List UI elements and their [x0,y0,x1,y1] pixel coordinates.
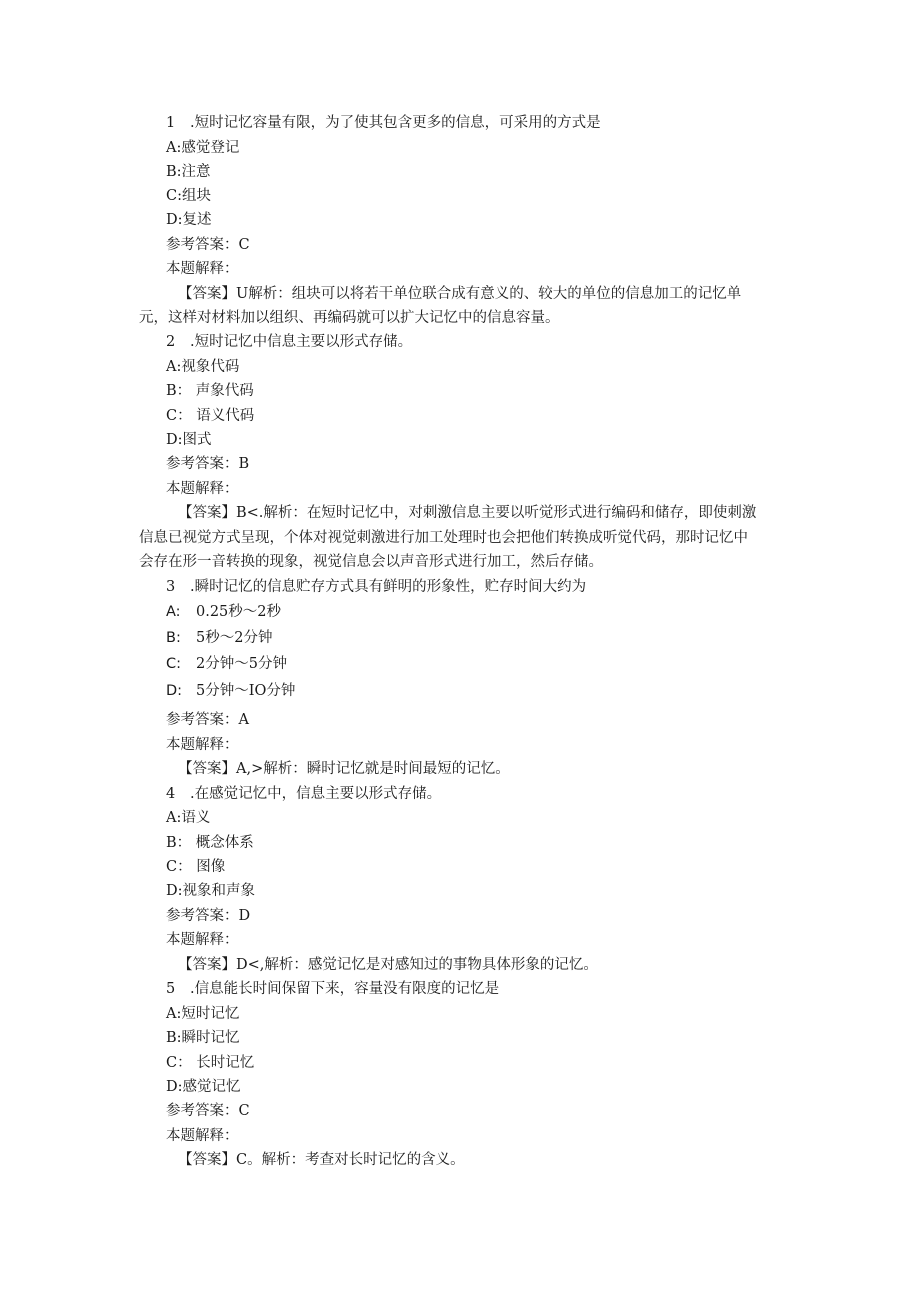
answer-line: 参考答案：D [166,908,251,924]
option-text: 5秒～2分钟 [196,630,273,646]
option-c [166,654,287,674]
answer-line: 参考答案：C [166,1103,250,1119]
option-d: D:感觉记忆 [166,1079,241,1095]
question-number: 4 [166,786,176,802]
explanation-label: 本题解释： [166,737,239,753]
option-a: A:感觉登记 [166,140,240,156]
option-d: D:复述 [166,212,212,228]
question-4-stem [166,784,441,804]
option-b: B： 概念体系 [166,835,254,851]
answer-line: 参考答案：A [166,712,249,728]
question-number: 1 [166,115,176,131]
option-a [166,602,281,622]
explanation-label: 本题解释： [166,481,239,497]
explanation-text: 【答案】U解析：组块可以将若干单位联合成有意义的、较大的单位的信息加工的记忆单 [178,286,742,302]
option-d [166,681,295,701]
option-b: B:注意 [166,164,211,180]
explanation-text: 【答案】A,>解析：瞬时记忆就是时间最短的记忆。 [178,761,510,777]
option-text: 2分钟～5分钟 [196,656,287,672]
question-3-stem [166,577,586,597]
option-d: D:图式 [166,432,212,448]
question-text: .短时记忆容量有限，为了使其包含更多的信息，可采用的方式是 [190,115,601,131]
answer-line: 参考答案：C [166,237,250,253]
option-b: B： 声象代码 [166,383,254,399]
question-2-stem [166,332,412,352]
explanation-label: 本题解释： [166,1128,239,1144]
answer-line: 参考答案：B [166,456,250,472]
option-a: A:短时记忆 [166,1006,240,1022]
question-text: .在感觉记忆中，信息主要以形式存储。 [190,786,442,802]
option-a: A:视象代码 [166,359,240,375]
explanation-text: 【答案】C。解析：考查对长时记忆的含义。 [178,1152,465,1168]
explanation-text-cont: 会存在形一音转换的现象，视觉信息会以声音形式进行加工，然后存储。 [139,554,603,570]
option-b [166,628,272,648]
option-text: 0.25秒～2秒 [196,604,282,620]
option-c: C:组块 [166,188,211,204]
question-text: .瞬时记忆的信息贮存方式具有鲜明的形象性，贮存时间大约为 [190,579,587,595]
question-1-stem [166,113,601,133]
option-text: 5分钟～IO分钟 [196,683,296,699]
question-5-stem [166,979,499,999]
question-text: .信息能长时间保留下来，容量没有限度的记忆是 [190,981,500,997]
question-text: .短时记忆中信息主要以形式存储。 [190,334,413,350]
option-c: C： 长时记忆 [166,1055,255,1071]
question-number: 5 [166,981,176,997]
explanation-text: 【答案】B<.解析：在短时记忆中，对刺激信息主要以听觉形式进行编码和储存，即使刺激 [178,505,757,521]
explanation-label: 本题解释： [166,932,239,948]
option-label: C: [166,656,182,672]
explanation-text-cont: 元，这样对材料加以组织、再编码就可以扩大记忆中的信息容量。 [139,310,560,326]
option-label: A: [166,604,181,620]
question-number: 2 [166,334,176,350]
explanation-label: 本题解释： [166,261,239,277]
option-c: C： 图像 [166,859,226,875]
option-label: D: [166,683,183,699]
option-d: D:视象和声象 [166,883,256,899]
question-number: 3 [166,579,176,595]
explanation-text-cont: 信息已视觉方式呈现，个体对视觉刺激进行加工处理时也会把他们转换成听觉代码，那时记忆中 [139,530,748,546]
option-c: C： 语义代码 [166,408,255,424]
option-b: B:瞬时记忆 [166,1030,240,1046]
explanation-text: 【答案】D<,解析：感觉记忆是对感知过的事物具体形象的记忆。 [178,957,598,973]
option-label: B: [166,630,181,646]
option-a: A:语义 [166,810,211,826]
